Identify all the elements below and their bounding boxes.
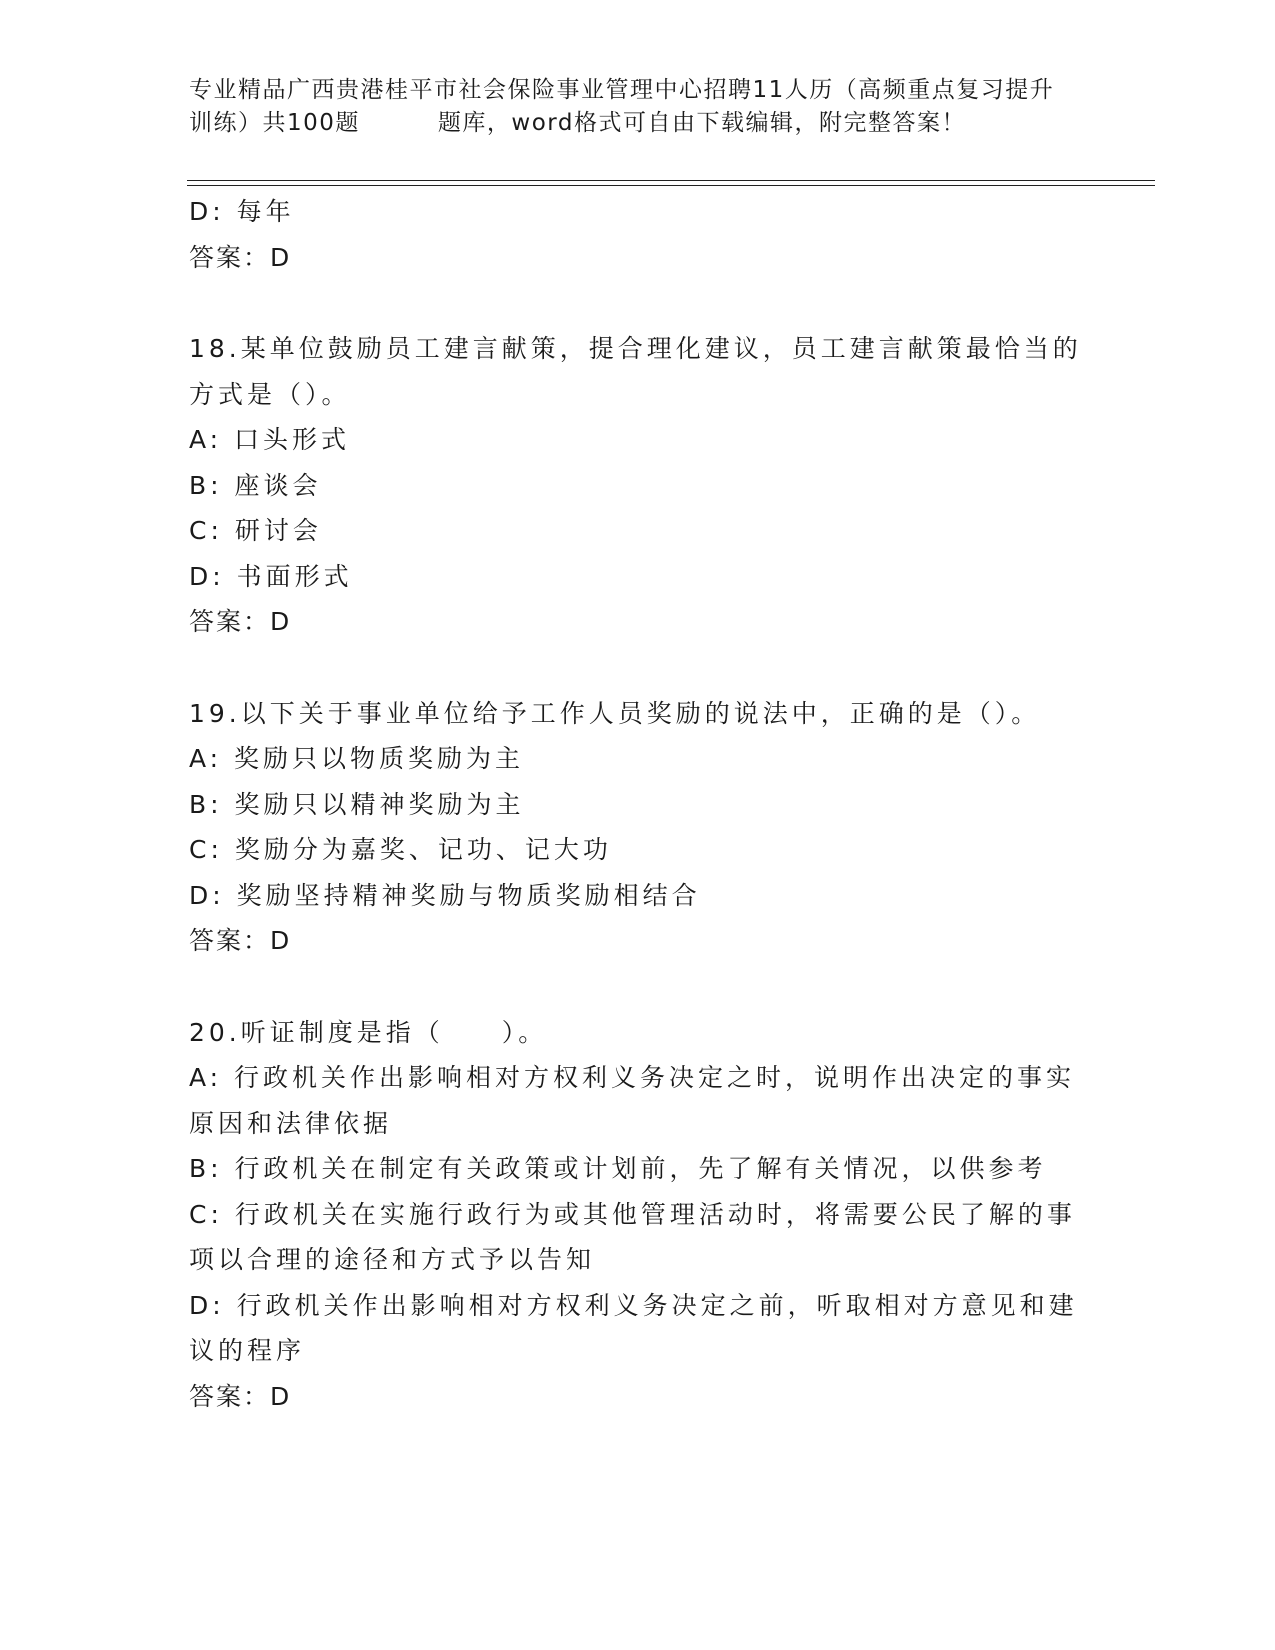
option-b: B: 座谈会 (189, 470, 322, 500)
option-c: C: 奖励分为嘉奖、记功、记大功 (189, 835, 612, 864)
header-divider-top (187, 180, 1155, 181)
option-b: B: 行政机关在制定有关政策或计划前，先了解有关情况，以供参考 (189, 1154, 1047, 1183)
option-a: A: 奖励只以物质奖励为主 (189, 744, 525, 773)
option-a-cont: 原因和法律依据 (189, 1108, 393, 1138)
option-d: D: 行政机关作出影响相对方权利义务决定之前，听取相对方意见和建 (189, 1290, 1078, 1320)
option-c: C: 研讨会 (189, 516, 322, 545)
question-20 (189, 1010, 1089, 1420)
option-d: D: 奖励坚持精神奖励与物质奖励相结合 (189, 880, 701, 910)
question-18 (189, 326, 1089, 645)
header-title-line-1: 专业精品广西贵港桂平市社会保险事业管理中心招聘11人历（高频重点复习提升 (189, 77, 1055, 103)
answer: 答案：D (189, 607, 292, 636)
header-title-line-2 (189, 107, 1089, 140)
option-d-cont: 议的程序 (189, 1336, 306, 1365)
header-title-line-2-part-2: 题库，word格式可自由下载编辑，附完整答案！ (437, 110, 966, 136)
option-a: A: 行政机关作出影响相对方权利义务决定之时，说明作出决定的事实 (189, 1063, 1076, 1092)
question-19 (189, 691, 1089, 964)
answer: 答案：D (189, 1381, 292, 1411)
option-c-cont: 项以合理的途径和方式予以告知 (189, 1245, 596, 1274)
document-header (189, 74, 1089, 140)
header-title-line-2-part-1: 训练）共100题 (189, 110, 360, 136)
question-stem: 20.听证制度是指（ ）。 (189, 1017, 548, 1047)
question-17-tail (189, 189, 1089, 280)
question-stem-cont: 方式是（）。 (189, 379, 351, 409)
answer: 答案：D (189, 242, 292, 272)
option-c: C: 行政机关在实施行政行为或其他管理活动时，将需要公民了解的事 (189, 1199, 1076, 1229)
header-divider-bottom (187, 185, 1155, 186)
question-stem: 18.某单位鼓励员工建言献策，提合理化建议，员工建言献策最恰当的 (189, 334, 1082, 363)
option-b: B: 奖励只以精神奖励为主 (189, 789, 525, 819)
answer: 答案：D (189, 926, 292, 955)
question-stem: 19.以下关于事业单位给予工作人员奖励的说法中，正确的是（）。 (189, 698, 1041, 728)
option-a: A: 口头形式 (189, 425, 351, 454)
option-d: D: 书面形式 (189, 561, 353, 591)
option-d: D: 每年 (189, 197, 295, 226)
question-list (189, 189, 1089, 1419)
